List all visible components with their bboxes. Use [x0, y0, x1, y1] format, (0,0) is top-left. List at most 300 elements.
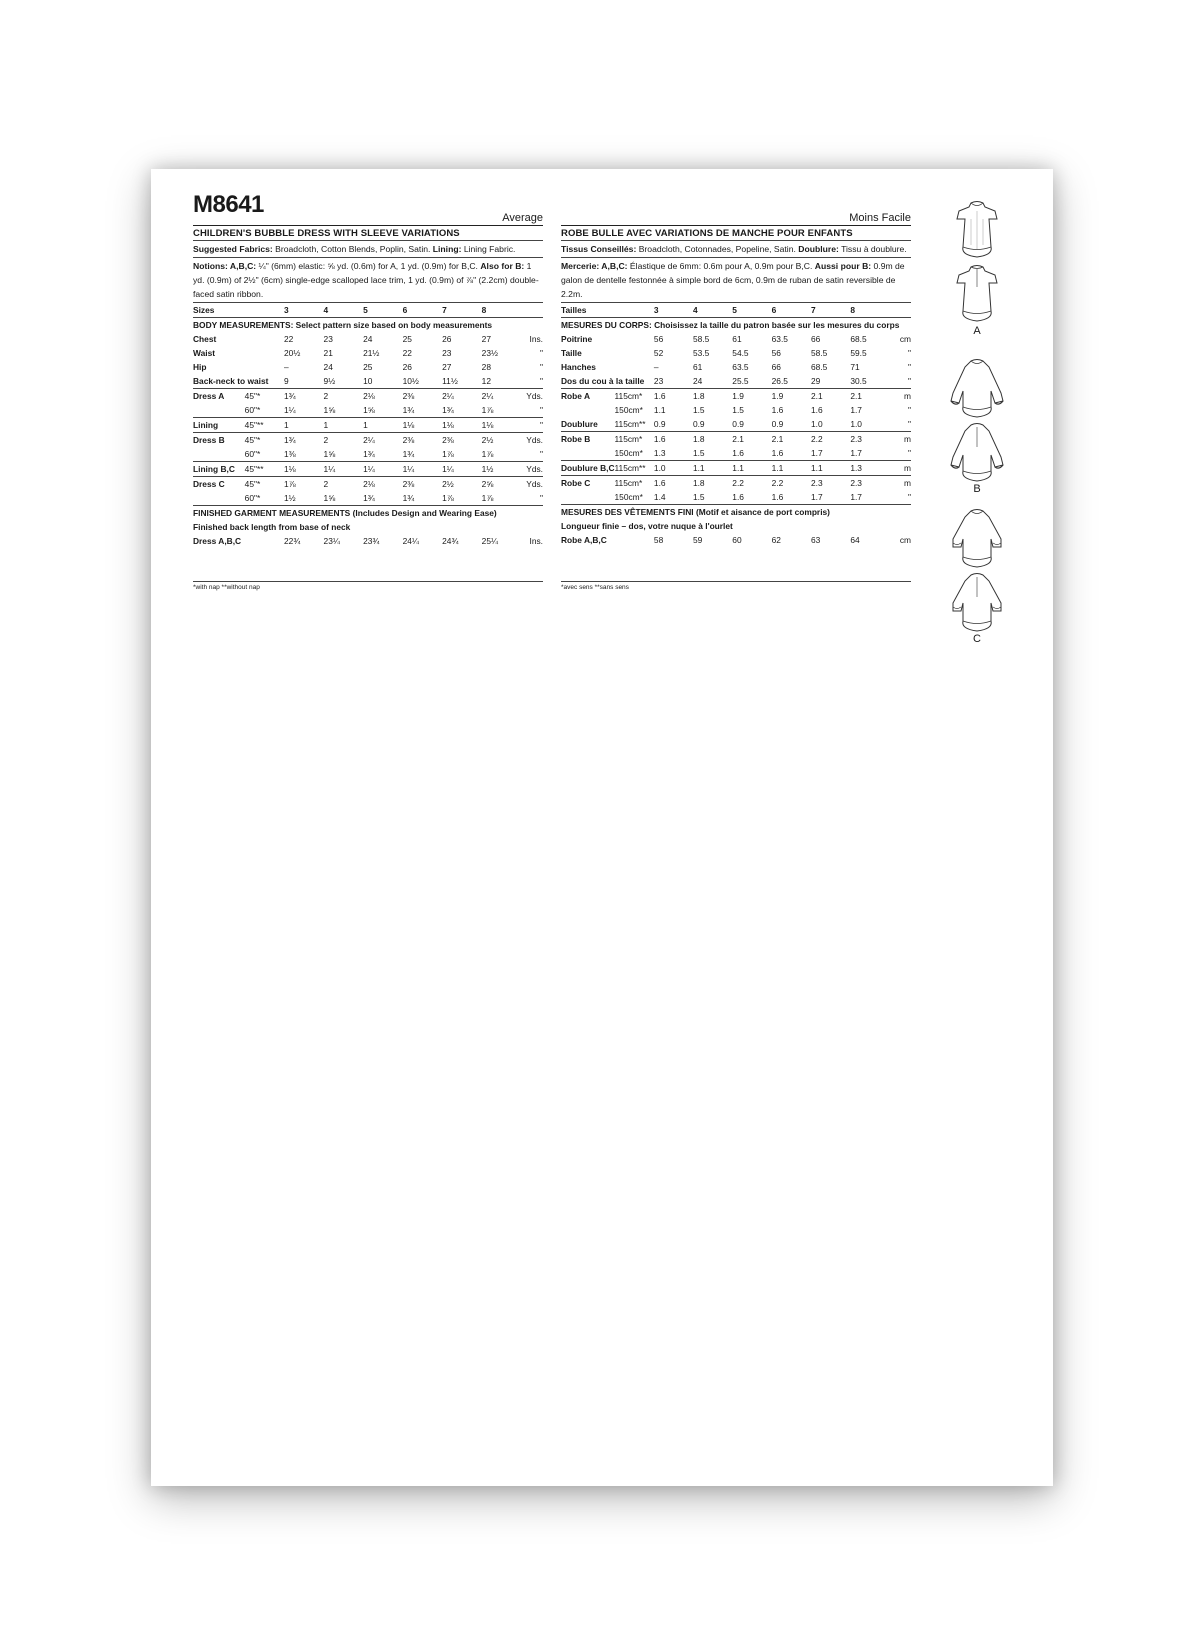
value-cell: 10½ [403, 374, 443, 389]
table-row [561, 446, 911, 461]
also-b-label: Also for B: [480, 261, 525, 271]
value-cell: 9½ [324, 374, 364, 389]
row-label: Hip [193, 362, 207, 372]
value-cell: 1.8 [692, 434, 705, 444]
value-cell: 1.8 [692, 391, 705, 401]
value-cell: 1.6 [772, 490, 811, 505]
notions-label: Mercerie: A,B,C: [561, 261, 628, 271]
notions-paragraph [561, 258, 911, 303]
fabrics-paragraph [193, 241, 543, 258]
row-label [561, 490, 615, 505]
fabrics-text: Broadcloth, Cotonnades, Popeline, Satin. [636, 244, 799, 254]
row-label: Robe B [561, 434, 591, 444]
size-8: 8 [482, 303, 522, 318]
pattern-title: CHILDREN'S BUBBLE DRESS WITH SLEEVE VARIATIONS [193, 226, 543, 241]
french-column [561, 199, 911, 547]
value-cell: 1¾ [284, 391, 296, 401]
value-cell: 2½ [442, 479, 454, 489]
value-cell: 1½ [482, 462, 522, 477]
value-cell: 1¾ [284, 435, 296, 445]
lining-label: Doublure: [798, 244, 839, 254]
blank-cell [890, 303, 911, 318]
value-cell: 2¼ [363, 435, 375, 445]
value-cell: 1.9 [732, 391, 744, 401]
finished-length-subheading: Longueur finie – dos, votre nuque à l'ourlet [561, 521, 733, 531]
pattern-number: M8641 [193, 191, 264, 218]
dress-illustration [947, 357, 1007, 421]
row-label: Dress B [193, 435, 225, 445]
value-cell: – [653, 362, 659, 372]
finished-sub-row [193, 520, 543, 534]
value-cell: 1.6 [653, 391, 666, 401]
value-cell: 2.1 [810, 391, 823, 401]
value-cell: 1⅛ [284, 462, 324, 477]
value-cell: 2 [323, 479, 329, 489]
unit-cell: cm [899, 535, 911, 545]
row-label: Dress A [193, 391, 225, 401]
value-cell: 1⅞ [442, 447, 482, 462]
footnote-en: *with nap **without nap [193, 581, 543, 591]
fabric-width: 45"** [245, 418, 284, 433]
value-cell: 53.5 [692, 348, 710, 358]
value-cell: 24 [323, 362, 333, 372]
value-cell: 24 [693, 374, 732, 389]
fabric-width: 60"* [245, 491, 284, 506]
value-cell: 1.9 [771, 391, 784, 401]
value-cell: 1.1 [732, 461, 771, 476]
table-row [193, 332, 543, 346]
row-label: Dos du cou à la taille [561, 374, 654, 389]
row-label: Lining [193, 418, 245, 433]
row-label: Doublure [561, 417, 615, 432]
fabric-width: 45"* [244, 479, 261, 489]
pattern-title: ROBE BULLE AVEC VARIATIONS DE MANCHE POUR ENFANTS [561, 226, 911, 241]
value-cell: 27 [481, 334, 491, 344]
unit-cell: m [904, 391, 911, 401]
table-row [193, 360, 543, 374]
value-cell: 1.4 [654, 490, 693, 505]
row-label: Chest [193, 334, 217, 344]
also-b-text: 1 yd. (0.9m) of 2½" (6cm) single-edge scalloped lace trim, 1 yd. (0.9m) of ⅞" (2.2cm) double-faced satin ribbon. [193, 261, 539, 299]
value-cell: 1.0 [850, 417, 889, 432]
row-label: Dress C [193, 479, 225, 489]
value-cell: 1 [363, 418, 403, 433]
table-row [561, 360, 911, 374]
unit-cell: " [521, 374, 543, 389]
value-cell: 1.5 [693, 446, 732, 461]
value-cell: 1¾ [403, 491, 443, 506]
value-cell: 1 [284, 418, 324, 433]
value-cell: 1⅞ [284, 479, 296, 489]
table-row [561, 389, 911, 404]
unit-cell: " [540, 362, 543, 372]
fabric-width: 115cm* [614, 478, 643, 488]
finished-sub-row [561, 519, 911, 533]
value-cell: 1.8 [692, 478, 705, 488]
value-cell: 1.6 [653, 434, 666, 444]
value-cell: 1.6 [732, 490, 771, 505]
value-cell: 2 [323, 435, 329, 445]
value-cell: 26.5 [772, 374, 811, 389]
also-b-text: 0.9m de galon de dentelle festonnée à simple bord de 6cm, 0.9m de ruban de satin reversible de 2.2m. [561, 261, 905, 299]
table-row [193, 374, 543, 389]
value-cell: 23 [442, 348, 452, 358]
value-cell: 29 [811, 374, 850, 389]
value-cell: 21½ [363, 348, 380, 358]
value-cell: 0.9 [732, 417, 771, 432]
table-row [561, 461, 911, 476]
value-cell: 1¼ [324, 462, 364, 477]
value-cell: 30.5 [850, 374, 889, 389]
fabric-width: 45"* [244, 391, 261, 401]
fabric-width: 150cm* [615, 490, 654, 505]
fabric-width: 60"* [245, 403, 284, 418]
sizes-label: Sizes [193, 303, 245, 318]
unit-cell: " [890, 374, 911, 389]
unit-cell: " [521, 418, 543, 433]
value-cell: 2.2 [732, 478, 744, 488]
unit-cell: m [890, 461, 911, 476]
value-cell: 61 [692, 362, 703, 372]
fabrics-label: Suggested Fabrics: [193, 244, 273, 254]
value-cell: 2⅛ [363, 479, 375, 489]
value-cell: 63.5 [771, 334, 788, 344]
unit-cell: Yds. [521, 462, 543, 477]
table-body [193, 303, 543, 548]
table-row [561, 533, 911, 547]
value-cell: 1.1 [811, 461, 850, 476]
value-cell: 27 [442, 362, 452, 372]
finished-measurements-heading: FINISHED GARMENT MEASUREMENTS (Includes Design and Wearing Ease) [193, 508, 497, 518]
value-cell: 2¼ [442, 391, 454, 401]
fabric-width: 115cm* [614, 391, 643, 401]
finished-heading-row [561, 505, 911, 520]
unit-cell: m [904, 478, 911, 488]
unit-cell: Yds. [526, 391, 543, 401]
value-cell: 2½ [481, 435, 494, 445]
fabrics-paragraph [561, 241, 911, 258]
view-b-illustrations [941, 357, 1013, 495]
notions-label: Notions: A,B,C: [193, 261, 257, 271]
size-3: 3 [284, 303, 324, 318]
fabrics-label: Tissus Conseillés: [561, 244, 637, 254]
body-measurements-heading-row [561, 318, 911, 333]
row-label: Robe A [561, 391, 591, 401]
value-cell: 1.1 [772, 461, 811, 476]
value-cell: 25¼ [481, 536, 498, 546]
value-cell: 25.5 [732, 374, 771, 389]
fabric-width: 150cm* [615, 446, 654, 461]
table-row [561, 490, 911, 505]
unit-cell: " [540, 348, 543, 358]
size-4: 4 [324, 303, 364, 318]
unit-cell: " [890, 446, 911, 461]
value-cell: 64 [850, 535, 860, 545]
value-cell: 2⅛ [363, 391, 375, 401]
value-cell: 2⅜ [402, 435, 415, 445]
row-label: Dress A,B,C [193, 536, 242, 546]
view-label-c: C [973, 633, 981, 645]
value-cell: 1⅝ [324, 403, 364, 418]
value-cell: 20½ [284, 348, 301, 358]
value-cell: 11½ [442, 374, 482, 389]
unit-cell: " [521, 403, 543, 418]
unit-cell: " [521, 447, 543, 462]
row-label [193, 491, 245, 506]
body-measurements-heading: MESURES DU CORPS: Choisissez la taille du patron basée sur les mesures du corps [561, 320, 900, 330]
fabric-width: 150cm* [614, 405, 643, 415]
view-label-a: A [973, 325, 981, 337]
value-cell: 2.3 [850, 434, 862, 444]
value-cell: 1.7 [850, 405, 862, 415]
dress-back-illustration [947, 421, 1007, 485]
value-cell: 25 [363, 362, 373, 372]
size-5: 5 [732, 303, 771, 318]
row-label: Doublure B,C [561, 461, 615, 476]
size-4: 4 [693, 303, 732, 318]
footnote-fr: *avec sens **sans sens [561, 581, 911, 591]
value-cell: 1.7 [850, 490, 889, 505]
value-cell: 23½ [481, 348, 498, 358]
value-cell: 59 [692, 535, 703, 545]
value-cell: 1¼ [284, 403, 324, 418]
header-fr [561, 199, 911, 226]
difficulty-level: Moins Facile [849, 212, 911, 224]
value-cell: 21 [323, 348, 333, 358]
value-cell: 1.6 [772, 446, 811, 461]
value-cell: 2.1 [771, 434, 784, 444]
value-cell: 1.1 [653, 405, 666, 415]
value-cell: 1⅞ [442, 491, 482, 506]
unit-cell: Ins. [529, 334, 543, 344]
table-row [561, 403, 911, 417]
notions-text: ¼" (6mm) elastic: ⅝ yd. (0.6m) for A, 1 yd. (0.9m) for B,C. [256, 261, 481, 271]
value-cell: 12 [482, 374, 522, 389]
value-cell: 1⅞ [482, 447, 522, 462]
value-cell: 54.5 [732, 348, 749, 358]
value-cell: – [284, 362, 289, 372]
table-row [561, 417, 911, 432]
row-label: Hanches [561, 362, 596, 372]
value-cell: 1.6 [732, 446, 771, 461]
value-cell: 28 [481, 362, 491, 372]
value-cell: 1.6 [653, 478, 666, 488]
value-cell: 68.5 [850, 334, 867, 344]
value-cell: 1¾ [442, 403, 482, 418]
row-label [193, 447, 245, 462]
value-cell: 2.3 [850, 478, 862, 488]
value-cell: 1¾ [403, 447, 443, 462]
value-cell: 1.7 [811, 490, 850, 505]
value-cell: 66 [771, 362, 781, 372]
finished-length-subheading: Finished back length from base of neck [193, 522, 351, 532]
value-cell: 2.2 [771, 478, 784, 488]
value-cell: 2.2 [810, 434, 823, 444]
size-5: 5 [363, 303, 403, 318]
value-cell: 1⅝ [324, 491, 364, 506]
finished-measurements-heading: MESURES DES VÊTEMENTS FINI (Motif et aisance de port compris) [561, 507, 830, 517]
unit-cell: " [521, 491, 543, 506]
table-row [193, 389, 543, 404]
value-cell: 60 [732, 535, 742, 545]
fabric-width: 115cm** [615, 417, 654, 432]
value-cell: 1¼ [442, 462, 482, 477]
value-cell: 2⅜ [442, 435, 454, 445]
row-label: Robe A,B,C [561, 535, 607, 545]
value-cell: 2 [323, 391, 329, 401]
value-cell: 1⅛ [482, 418, 522, 433]
value-cell: 1.5 [692, 405, 705, 415]
value-cell: 0.9 [772, 417, 811, 432]
lining-label: Lining: [432, 244, 462, 254]
value-cell: 1¾ [363, 447, 403, 462]
value-cell: 24¼ [402, 536, 419, 546]
lining-text: Tissu à doublure. [838, 244, 907, 254]
unit-cell: " [908, 348, 911, 358]
value-cell: 58.5 [810, 348, 828, 358]
row-label [561, 403, 615, 417]
value-cell: 1¾ [363, 491, 403, 506]
value-cell: 22 [402, 348, 412, 358]
value-cell: 62 [771, 535, 781, 545]
value-cell: 1⅞ [482, 403, 522, 418]
dress-back-illustration [949, 263, 1005, 327]
value-cell: 1.6 [771, 405, 784, 415]
size-7: 7 [811, 303, 850, 318]
value-cell: 2⅝ [481, 479, 494, 489]
value-cell: 0.9 [693, 417, 732, 432]
table-row [193, 418, 543, 433]
unit-cell: Yds. [526, 435, 543, 445]
finished-heading-row [193, 506, 543, 521]
value-cell: 1.7 [850, 446, 889, 461]
size-6: 6 [772, 303, 811, 318]
sizes-row [193, 303, 543, 318]
body-measurements-heading: BODY MEASUREMENTS: Select pattern size based on body measurements [193, 320, 493, 330]
fabric-width: 60"* [245, 447, 284, 462]
table-row [193, 403, 543, 418]
value-cell: 1⅛ [403, 418, 443, 433]
value-cell: 0.9 [654, 417, 693, 432]
value-cell: 61 [732, 334, 742, 344]
value-cell: 1.3 [654, 446, 693, 461]
unit-cell: " [908, 405, 911, 415]
table-row [193, 447, 543, 462]
row-label: Back-neck to waist [193, 374, 284, 389]
value-cell: 1.0 [811, 417, 850, 432]
blank-cell [245, 303, 284, 318]
value-cell: 22 [284, 334, 294, 344]
table-row [561, 476, 911, 491]
notions-text: Élastique de 6mm: 0.6m pour A, 0.9m pour B,C. [627, 261, 815, 271]
table-row [561, 432, 911, 447]
value-cell: 2⅜ [402, 391, 415, 401]
value-cell: 1 [324, 418, 364, 433]
header-en [193, 191, 543, 226]
value-cell: 1½ [284, 491, 324, 506]
row-label: Robe C [561, 478, 591, 488]
value-cell: 1.5 [732, 405, 744, 415]
value-cell: 23 [654, 374, 693, 389]
fabrics-text: Broadcloth, Cotton Blends, Poplin, Satin. [272, 244, 433, 254]
size-3: 3 [654, 303, 693, 318]
table-row [193, 534, 543, 548]
value-cell: 2.1 [850, 391, 862, 401]
value-cell: 68.5 [810, 362, 828, 372]
value-cell: 26 [442, 334, 452, 344]
value-cell: 25 [402, 334, 412, 344]
size-8: 8 [850, 303, 889, 318]
row-label: Taille [561, 348, 582, 358]
value-cell: 2.3 [810, 478, 823, 488]
dress-illustration [947, 507, 1007, 571]
view-c-illustrations [941, 507, 1013, 645]
table-body [561, 303, 911, 547]
notions-paragraph [193, 258, 543, 303]
size-6: 6 [403, 303, 443, 318]
value-cell: 58.5 [692, 334, 710, 344]
fabric-width: 45"* [244, 435, 261, 445]
blank-cell [521, 303, 543, 318]
value-cell: 1¼ [403, 462, 443, 477]
table-row [193, 462, 543, 477]
value-cell: 63.5 [732, 362, 749, 372]
value-cell: 2.1 [732, 434, 744, 444]
view-a-illustrations [941, 199, 1013, 337]
value-cell: 66 [810, 334, 821, 344]
table-row [193, 491, 543, 506]
value-cell: 10 [363, 374, 403, 389]
value-cell: 1⅞ [482, 491, 522, 506]
value-cell: 1⅝ [363, 403, 403, 418]
value-cell: 23¼ [323, 536, 340, 546]
value-cell: 1⅛ [442, 418, 482, 433]
unit-cell: " [890, 417, 911, 432]
value-cell: 71 [850, 362, 860, 372]
value-cell: 1⅜ [284, 447, 324, 462]
sizes-label: Tailles [561, 303, 615, 318]
table-row [193, 346, 543, 360]
value-cell: 1.3 [850, 461, 889, 476]
value-cell: 56 [653, 334, 664, 344]
value-cell: 1.0 [654, 461, 693, 476]
value-cell: 24 [363, 334, 373, 344]
row-label [193, 403, 245, 418]
value-cell: 1.1 [693, 461, 732, 476]
table-row [193, 433, 543, 448]
difficulty-level: Average [502, 212, 543, 224]
fabric-width: 115cm** [615, 461, 654, 476]
unit-cell: " [908, 362, 911, 372]
blank-cell [615, 303, 654, 318]
size-7: 7 [442, 303, 482, 318]
row-label: Waist [193, 348, 216, 358]
table-row [561, 332, 911, 346]
unit-cell: " [890, 490, 911, 505]
lining-text: Lining Fabric. [461, 244, 516, 254]
table-row [561, 374, 911, 389]
value-cell: 52 [653, 348, 664, 358]
unit-cell: m [904, 434, 911, 444]
dress-illustration [949, 199, 1005, 263]
value-cell: 1.7 [811, 446, 850, 461]
row-label: Poitrine [561, 334, 593, 344]
value-cell: 1¾ [403, 403, 443, 418]
also-b-label: Aussi pour B: [814, 261, 872, 271]
value-cell: 1¼ [363, 462, 403, 477]
body-measurements-heading-row [193, 318, 543, 333]
value-cell: 9 [284, 374, 324, 389]
